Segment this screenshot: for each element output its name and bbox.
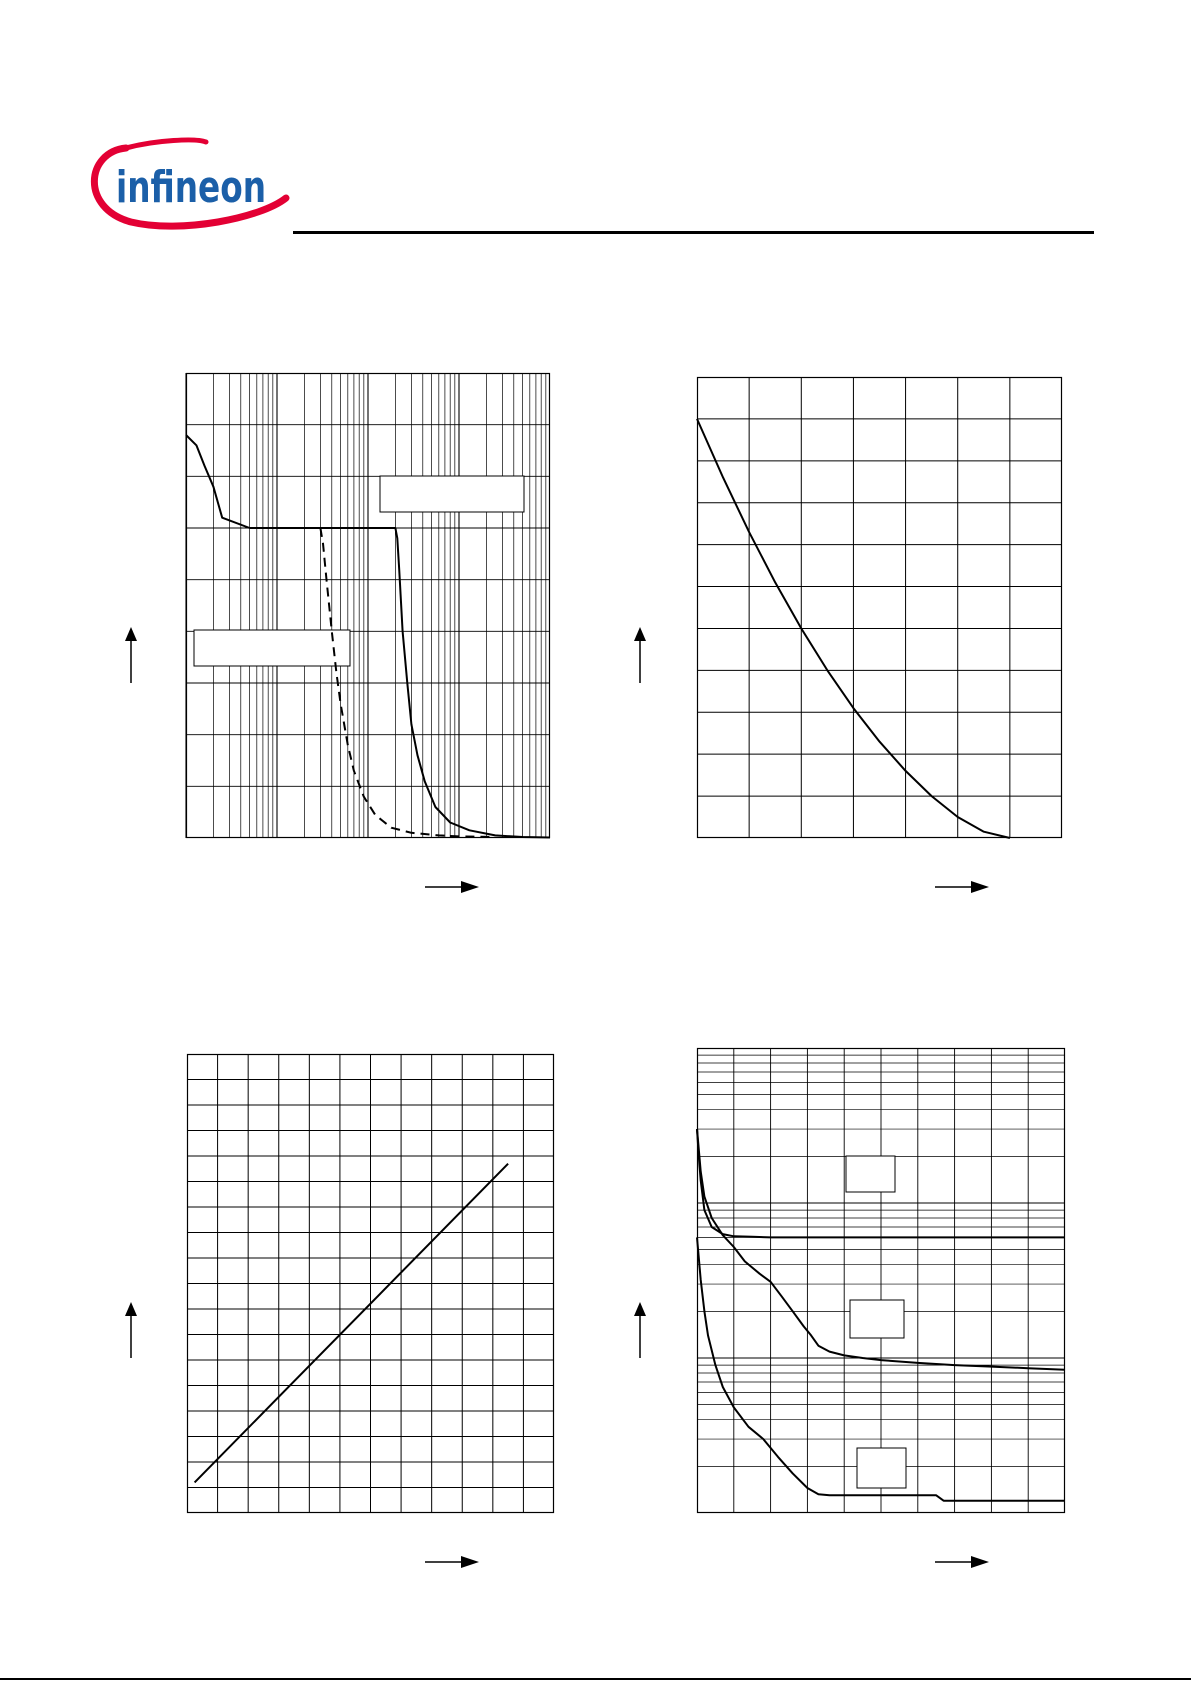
y-axis-arrow-icon [121,625,141,685]
label-box [380,476,524,512]
infineon-logo [86,136,296,236]
series-line-0 [195,1164,509,1483]
x-axis-arrow-icon [423,1552,483,1572]
chart-bottom-right [697,1048,1065,1513]
plot-frame [698,378,1062,838]
label-box [857,1448,906,1488]
header-divider [293,231,1094,234]
y-axis-arrow-icon [121,1300,141,1360]
chart-top-right [697,377,1062,838]
x-axis-arrow-icon [423,877,483,897]
x-axis-arrow-icon [933,877,993,897]
footer-divider [0,1678,1191,1680]
label-box [850,1300,904,1338]
logo-text: infineon [116,162,266,213]
y-axis-arrow-icon [630,1300,650,1360]
y-axis-arrow-icon [630,625,650,685]
label-box [194,630,350,666]
x-axis-arrow-icon [933,1552,993,1572]
chart-bottom-left [187,1054,554,1513]
label-box [846,1156,895,1192]
chart-top-left [186,373,550,838]
